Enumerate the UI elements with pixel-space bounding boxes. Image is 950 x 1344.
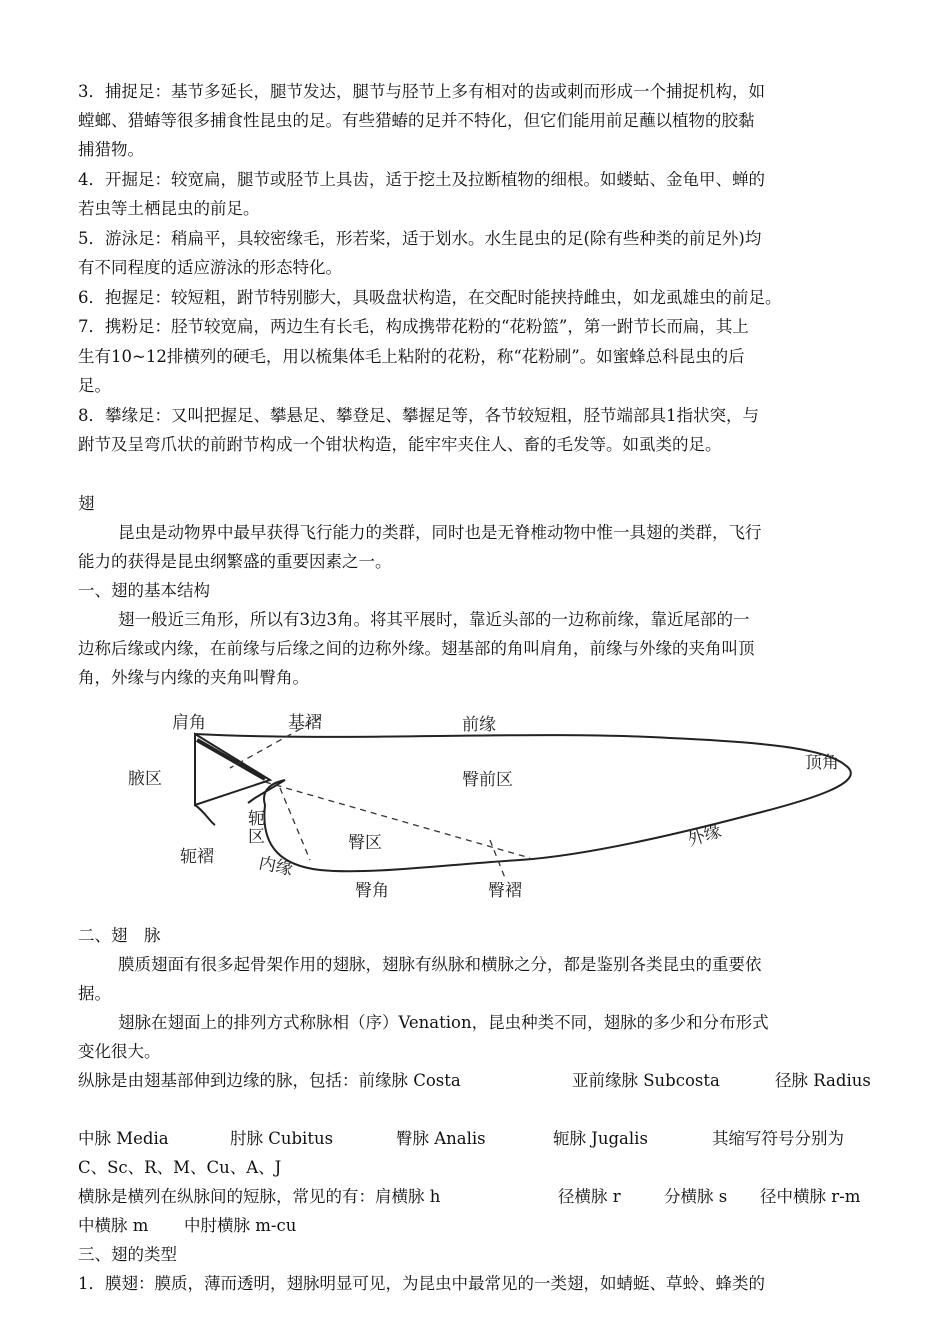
anal-fold-line-top	[265, 782, 530, 858]
label-prevannal-area: 臀前区	[462, 770, 513, 790]
veins-para-2-line-1: 翅脉在翅面上的排列方式称脉相（序）Venation，昆虫种类不同，翅脉的多少和分布形式	[118, 1013, 769, 1032]
structure-line-1: 翅一般近三角形，所以有3边3角。将其平展时，靠近头部的一边称前缘，靠近尾部的一	[118, 610, 750, 629]
vein-jugalis: 轭脉 Jugalis	[553, 1129, 648, 1148]
structure-line-3: 角，外缘与内缘的夹角叫臀角。	[78, 668, 309, 687]
jugal-lobe-curve	[195, 805, 215, 825]
label-basal-fold: 基褶	[288, 713, 322, 733]
cross-vein-s: 分横脉 s	[664, 1187, 728, 1206]
wing-structure-diagram	[110, 700, 870, 915]
pollen-leg-line-2: 生有10~12排横列的硬毛，用以梳集体毛上粘附的花粉，称“花粉刷”。如蜜蜂总科昆虫的后	[78, 347, 745, 366]
vein-media: 中脉 Media	[78, 1129, 169, 1148]
cross-veins-intro: 横脉是横列在纵脉间的短脉，常见的有：肩横脉 h	[78, 1187, 441, 1206]
fossorial-leg-line-1: 4．开掘足：较宽扁，腿节或胫节上具齿，适于挖土及拉断植物的细根。如蝼蛄、金龟甲、蝉的	[78, 170, 765, 189]
vein-radius: 径脉 Radius	[775, 1071, 871, 1090]
cross-vein-mcu: 中肘横脉 m-cu	[184, 1216, 297, 1235]
natatorial-leg-line-1: 5．游泳足：稍扁平，具较密缘毛，形若桨，适于划水。水生昆虫的足(除有些种类的前足外)均	[78, 229, 762, 248]
natatorial-leg-line-2: 有不同程度的适应游泳的形态特化。	[78, 258, 342, 277]
label-anal-angle: 臀角	[355, 881, 389, 901]
vein-analis: 臀脉 Analis	[396, 1129, 486, 1148]
label-outer-margin: 外缘	[685, 821, 724, 851]
anal-fold-line	[490, 840, 505, 878]
label-axillary-area: 腋区	[128, 769, 162, 789]
cross-vein-r: 径横脉 r	[558, 1187, 621, 1206]
vein-abbreviation-intro: 其缩写符号分别为	[712, 1129, 844, 1148]
wing-heading: 翅	[78, 494, 95, 513]
wing-outline	[195, 734, 851, 871]
cross-vein-rm: 径中横脉 r-m	[760, 1187, 861, 1206]
label-jugal-fold: 轭褶	[180, 847, 214, 867]
raptorial-leg-line-2: 螳螂、猎蝽等很多捕食性昆虫的足。有些猎蝽的足并不特化，但它们能用前足蘸以植物的胶黏	[78, 111, 755, 130]
vein-subcosta: 亚前缘脉 Subcosta	[572, 1071, 720, 1090]
membranous-wing-line: 1．膜翅：膜质，薄而透明，翅脉明显可见，为昆虫中最常见的一类翅，如蜻蜓、草蛉、蜂类的	[78, 1274, 765, 1293]
cross-vein-m: 中横脉 m	[78, 1216, 149, 1235]
jugal-fold-line	[280, 788, 310, 860]
label-anal-area: 臀区	[348, 833, 382, 853]
label-anal-fold: 臀褶	[488, 881, 522, 901]
pollen-leg-line-3: 足。	[78, 376, 111, 395]
label-costa-edge: 前缘	[462, 715, 496, 735]
wing-intro-line-1: 昆虫是动物界中最早获得飞行能力的类群，同时也是无脊椎动物中惟一具翅的类群，飞行	[118, 523, 762, 542]
vein-abbreviations: C、Sc、R、M、Cu、A、J	[78, 1158, 282, 1177]
veins-para-2-line-2: 变化很大。	[78, 1042, 161, 1061]
fossorial-leg-line-2: 若虫等土栖昆虫的前足。	[78, 199, 260, 218]
scansorial-leg-line-2: 跗节及呈弯爪状的前跗节构成一个钳状构造，能牢牢夹住人、畜的毛发等。如虱类的足。	[78, 435, 722, 454]
raptorial-leg-line-3: 捕猎物。	[78, 140, 144, 159]
section-3-title: 三、翅的类型	[78, 1245, 177, 1264]
wing-intro-line-2: 能力的获得是昆虫纲繁盛的重要因素之一。	[78, 552, 392, 571]
label-jugal-area-2: 区	[248, 827, 265, 847]
section-2-title: 二、翅 脉	[78, 926, 161, 945]
pollen-leg-line-1: 7．携粉足：胫节较宽扁，两边生有长毛，构成携带花粉的“花粉篮”，第一跗节长而扁，其上	[78, 317, 749, 336]
scansorial-leg-line-1: 8．攀缘足：又叫把握足、攀悬足、攀登足、攀握足等，各节较短粗，胫节端部具1指状突，与	[78, 406, 759, 425]
veins-para-1-line-2: 据。	[78, 984, 111, 1003]
label-apex: 顶角	[805, 753, 839, 773]
vein-cubitus: 肘脉 Cubitus	[230, 1129, 334, 1148]
longitudinal-veins-intro: 纵脉是由翅基部伸到边缘的脉，包括：前缘脉 Costa	[78, 1071, 461, 1090]
label-jugal-area-1: 轭	[248, 809, 265, 829]
section-1-title: 一、翅的基本结构	[78, 581, 210, 600]
label-inner-margin: 内缘	[256, 853, 295, 880]
clasping-leg-line: 6．抱握足：较短粗，跗节特别膨大，具吸盘状构造，在交配时能挟持雌虫，如龙虱雄虫的前足。	[78, 288, 782, 307]
axillary-sclerite	[197, 740, 265, 779]
raptorial-leg-line-1: 3．捕捉足：基节多延长，腿节发达，腿节与胫节上多有相对的齿或刺而形成一个捕捉机构，如	[78, 82, 765, 101]
structure-line-2: 边称后缘或内缘，在前缘与后缘之间的边称外缘。翅基部的角叫肩角，前缘与外缘的夹角叫顶	[78, 639, 755, 658]
label-shoulder-angle: 肩角	[172, 713, 206, 733]
veins-para-1-line-1: 膜质翅面有很多起骨架作用的翅脉，翅脉有纵脉和横脉之分，都是鉴别各类昆虫的重要依	[118, 955, 762, 974]
